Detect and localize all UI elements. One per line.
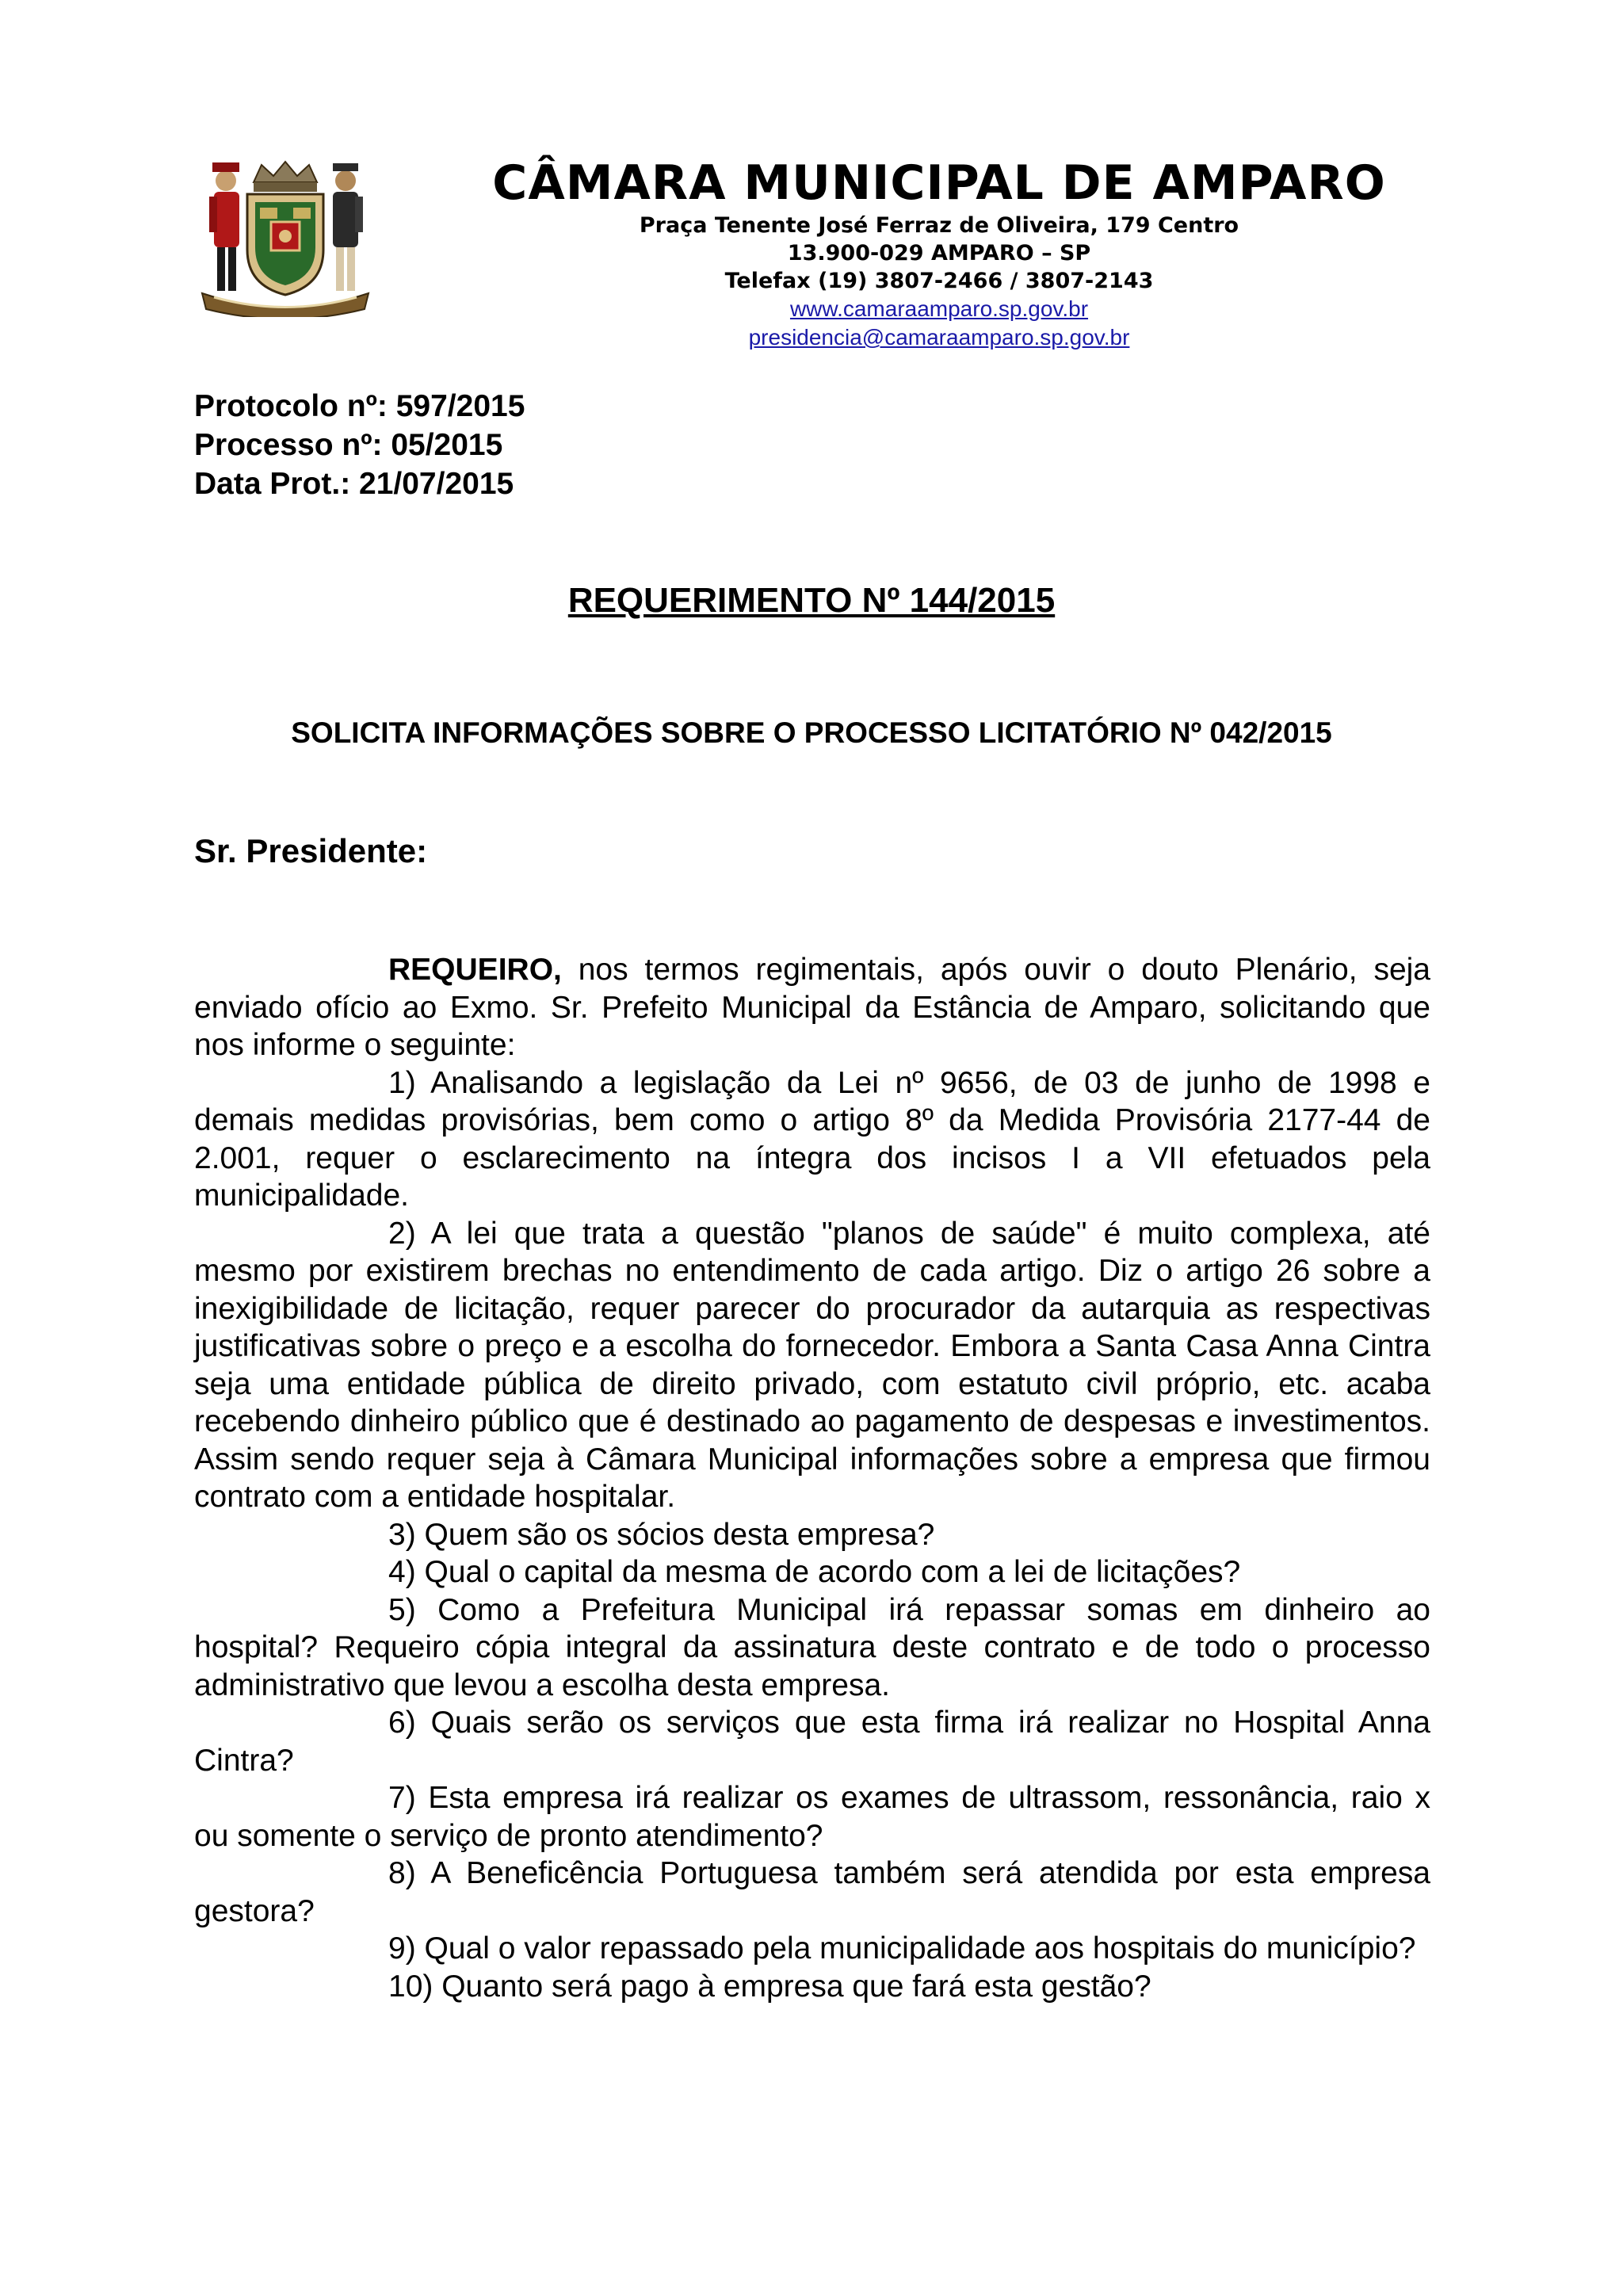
list-item: 10) Quanto será pago à empresa que fará esta gestão? xyxy=(388,1969,1151,2004)
protocol-info xyxy=(194,387,525,503)
website-link[interactable]: www.camaraamparo.sp.gov.br xyxy=(789,296,1089,321)
address-line-1: Praça Tenente José Ferraz de Oliveira, 179 Centro xyxy=(639,213,1239,238)
list-item: 7) Esta empresa irá realizar os exames de ultrassom, ressonância, raio x ou somente o serviço de pronto atendimento? xyxy=(194,1781,1430,1853)
address-line-2: 13.900-029 AMPARO – SP xyxy=(787,241,1091,266)
document-subject: SOLICITA INFORMAÇÕES SOBRE O PROCESSO LICITATÓRIO Nº 042/2015 xyxy=(291,716,1332,749)
intro-text: nos termos regimentais, após ouvir o douto Plenário, seja enviado ofício ao Exmo. Sr. Prefeito Municipal da Estância de Amparo, solicitando que nos informe o seguinte: xyxy=(194,953,1430,1062)
protocolo-number: Protocolo nº: 597/2015 xyxy=(194,389,525,423)
list-item: 5) Como a Prefeitura Municipal irá repassar somas em dinheiro ao hospital? Requeiro cópia integral da assinatura deste contrato e de todo o processo administrativo que levou a escolha desta empresa. xyxy=(194,1592,1430,1702)
phone-line: Telefax (19) 3807-2466 / 3807-2143 xyxy=(724,269,1154,293)
processo-number: Processo nº: 05/2015 xyxy=(194,428,503,462)
list-item: 8) A Beneficência Portuguesa também será atendida por esta empresa gestora? xyxy=(194,1856,1430,1928)
municipal-crest-icon xyxy=(198,159,372,317)
email-link[interactable]: presidencia@camaraamparo.sp.gov.br xyxy=(748,325,1130,350)
intro-paragraph xyxy=(194,951,1430,1064)
list-item: 3) Quem são os sócios desta empresa? xyxy=(388,1517,935,1552)
document-title: REQUERIMENTO Nº 144/2015 xyxy=(567,581,1056,620)
protocol-date: Data Prot.: 21/07/2015 xyxy=(194,467,514,501)
organization-name: CÂMARA MUNICIPAL DE AMPARO xyxy=(492,155,1386,211)
list-item: 2) A lei que trata a questão "planos de saúde" é muito complexa, até mesmo por existirem brechas no entendimento de cada artigo. Diz o artigo 26 sobre a inexigibilidade de licitação, requer parecer do procurador da autarquia as respectivas justificativas sobre o preço e a escolha do fornecedor. Embora a Santa Casa Anna Cintra seja uma entidade pública de direito privado, com estatuto civil próprio, etc. acaba recebendo dinheiro público que é destinado ao pagamento de despesas e investimentos. Assim sendo requer seja à Câmara Municipal informações sobre a empresa que firmou contrato com a entidade hospitalar. xyxy=(194,1216,1430,1514)
intro-bold: REQUEIRO, xyxy=(388,953,562,987)
list-item: 4) Qual o capital da mesma de acordo com a lei de licitações? xyxy=(388,1555,1241,1589)
document-body xyxy=(194,951,1430,2005)
greeting: Sr. Presidente: xyxy=(194,832,428,869)
letterhead xyxy=(444,155,1434,352)
list-item: 1) Analisando a legislação da Lei nº 9656, de 03 de junho de 1998 e demais medidas provisórias, bem como o artigo 8º da Medida Provisória 2177-44 de 2.001, requer o esclarecimento na íntegra dos incisos I a VII efetuados pela municipalidade. xyxy=(194,1065,1430,1213)
list-item: 9) Qual o valor repassado pela municipalidade aos hospitais do município? xyxy=(388,1931,1416,1966)
list-item: 6) Quais serão os serviços que esta firma irá realizar no Hospital Anna Cintra? xyxy=(194,1706,1430,1778)
